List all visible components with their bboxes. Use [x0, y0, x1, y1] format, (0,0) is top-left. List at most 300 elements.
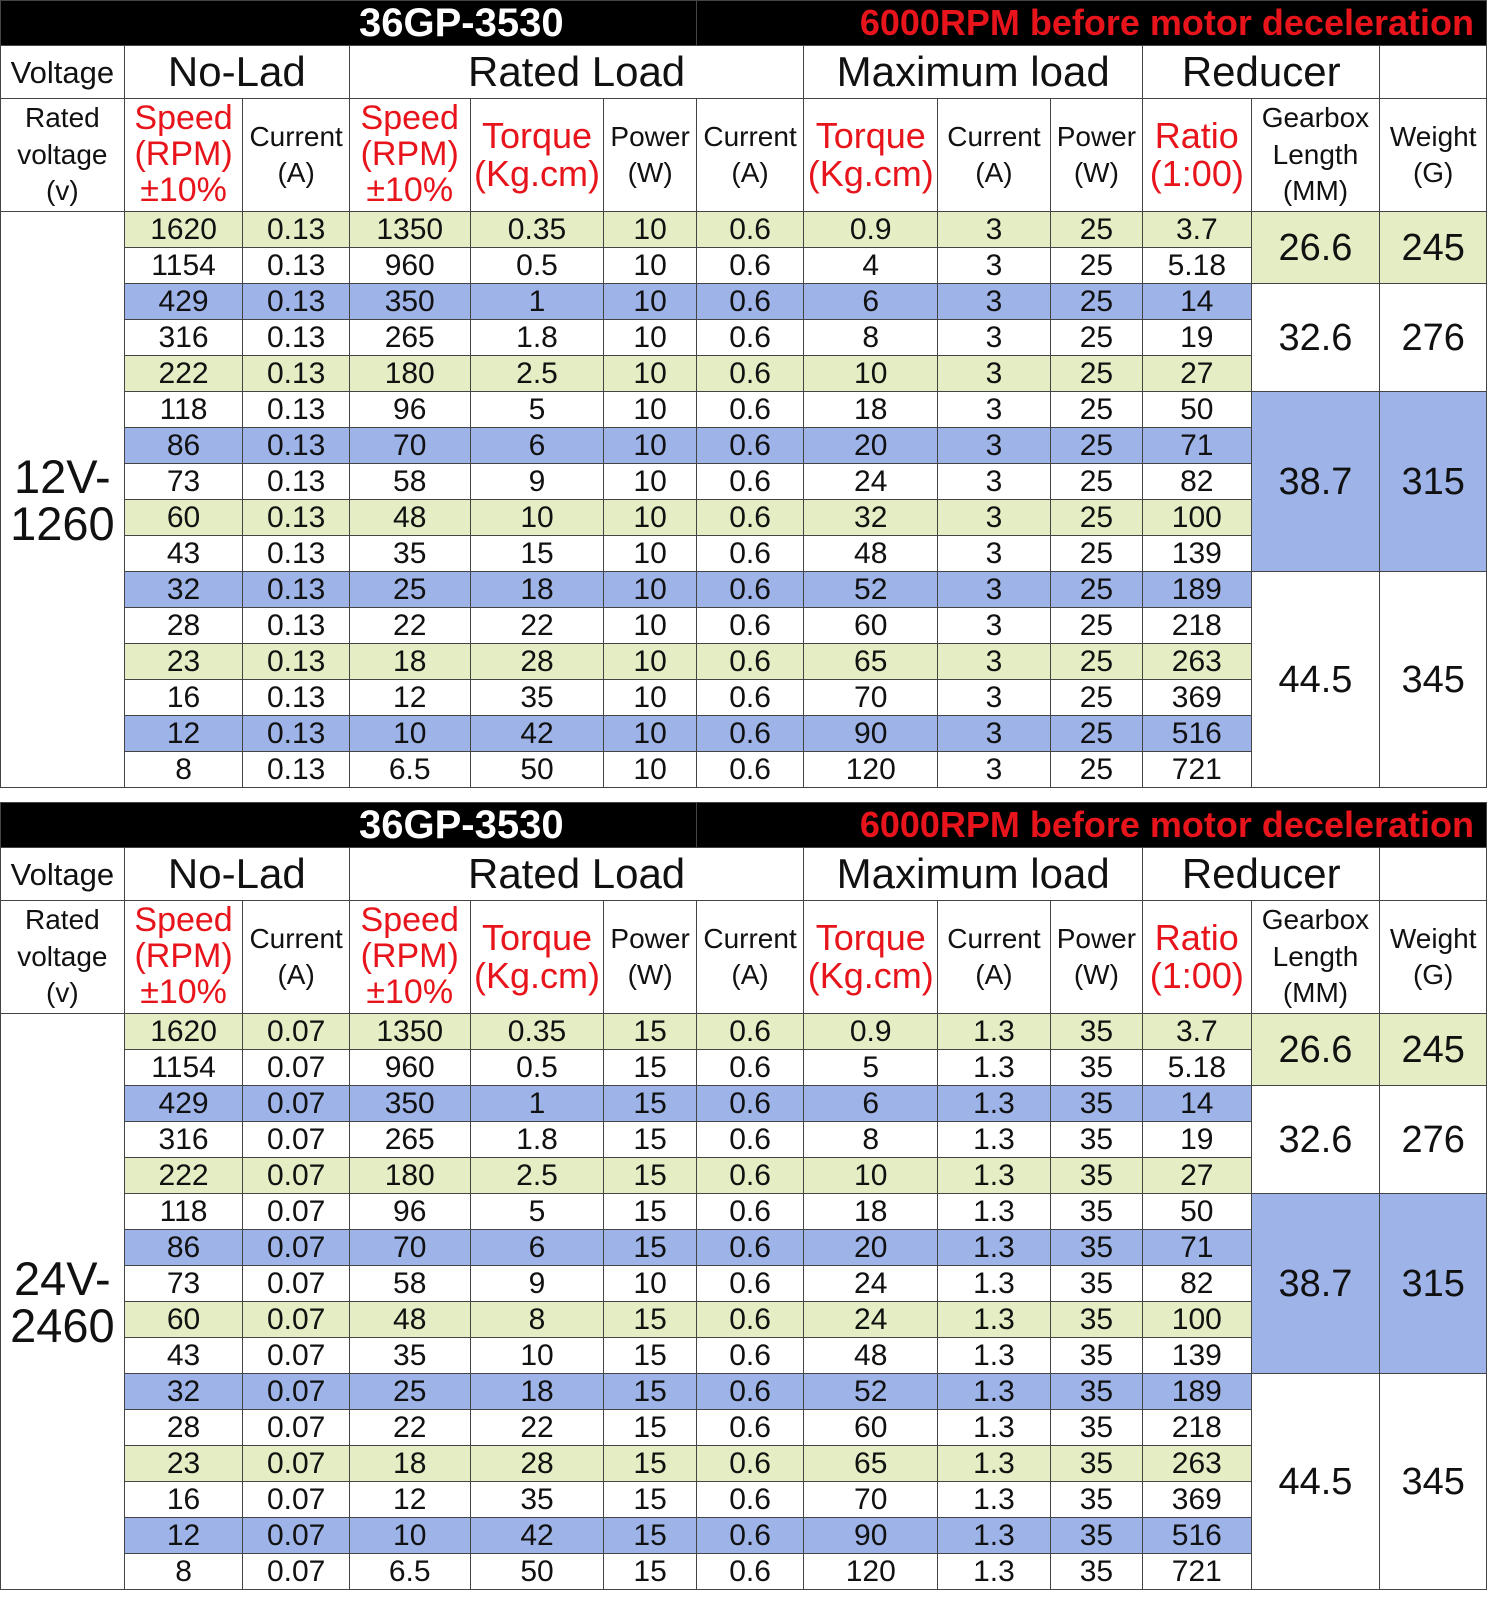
max-torque-cell: 120	[804, 1554, 938, 1590]
rated-power-cell: 10	[604, 212, 696, 248]
ratio-cell: 27	[1143, 1158, 1252, 1194]
max-power-cell: 25	[1050, 500, 1142, 536]
no-load-speed-cell: 429	[124, 284, 243, 320]
rated-power-header-text: Power (W)	[610, 120, 690, 188]
rated-current-cell: 0.6	[696, 1302, 804, 1338]
max-power-cell: 25	[1050, 392, 1142, 428]
rated-torque-cell: 1.8	[470, 1122, 604, 1158]
max-torque-header-text: Torque (Kg.cm)	[807, 917, 934, 996]
max-power-cell: 25	[1050, 572, 1142, 608]
no-load-current-cell: 0.13	[243, 572, 349, 608]
no-load-current-cell: 0.13	[243, 356, 349, 392]
no-load-speed-cell: 12	[124, 716, 243, 752]
ratio-cell: 721	[1143, 752, 1252, 788]
no-load-speed-cell: 32	[124, 572, 243, 608]
weight-cell: 245	[1380, 212, 1487, 284]
max-torque-cell: 20	[804, 1230, 938, 1266]
table-row	[1, 392, 1487, 428]
rated-speed-cell: 70	[349, 428, 470, 464]
weight-cell: 345	[1380, 1374, 1487, 1590]
max-torque-cell: 32	[804, 500, 938, 536]
voltage-label: 24V-2460	[1, 1014, 125, 1590]
gearbox-length-cell: 32.6	[1251, 1086, 1380, 1194]
no-load-current-cell: 0.07	[243, 1518, 349, 1554]
rated-torque-cell: 28	[470, 644, 604, 680]
max-current-cell: 3	[938, 572, 1051, 608]
column-header-row	[1, 901, 1487, 1014]
max-power-cell: 25	[1050, 356, 1142, 392]
rated-current-cell: 0.6	[696, 320, 804, 356]
rated-torque-cell: 5	[470, 1194, 604, 1230]
rated-current-cell: 0.6	[696, 1086, 804, 1122]
max-current-cell: 3	[938, 716, 1051, 752]
no-load-current-cell: 0.07	[243, 1014, 349, 1050]
max-power-cell: 25	[1050, 644, 1142, 680]
max-power-cell: 35	[1050, 1014, 1142, 1050]
max-torque-cell: 20	[804, 428, 938, 464]
rated-torque-cell: 1	[470, 1086, 604, 1122]
no-load-current-cell: 0.13	[243, 464, 349, 500]
max-power-cell: 25	[1050, 716, 1142, 752]
weight-cell: 276	[1380, 284, 1487, 392]
rated-power-cell: 10	[604, 644, 696, 680]
gearbox-length-cell: 26.6	[1251, 1014, 1380, 1086]
rated-current-cell: 0.6	[696, 1230, 804, 1266]
no-load-speed-cell: 12	[124, 1518, 243, 1554]
max-power-cell: 25	[1050, 284, 1142, 320]
rated-speed-cell: 96	[349, 392, 470, 428]
rated-speed-cell: 35	[349, 1338, 470, 1374]
rated-speed-cell: 180	[349, 356, 470, 392]
rated-torque-cell: 1	[470, 284, 604, 320]
max-current-header-text: Current (A)	[947, 120, 1041, 188]
max-current-cell: 1.3	[938, 1014, 1051, 1050]
rated-torque-cell: 42	[470, 716, 604, 752]
voltage-header: Voltage	[1, 848, 125, 901]
rated-torque-cell: 2.5	[470, 1158, 604, 1194]
rated-current-cell: 0.6	[696, 356, 804, 392]
no-load-speed-cell: 1154	[124, 1050, 243, 1086]
ratio-cell: 100	[1143, 1302, 1252, 1338]
max-torque-cell: 5	[804, 1050, 938, 1086]
rated-speed-cell: 48	[349, 1302, 470, 1338]
rated-torque-cell: 35	[470, 680, 604, 716]
rated-torque-cell: 15	[470, 536, 604, 572]
rated-speed-cell: 58	[349, 1266, 470, 1302]
ratio-cell: 14	[1143, 284, 1252, 320]
no-load-current-header-text: Current (A)	[249, 120, 343, 188]
no-load-speed-cell: 1620	[124, 212, 243, 248]
no-load-current-cell: 0.07	[243, 1086, 349, 1122]
max-current-cell: 1.3	[938, 1122, 1051, 1158]
rated-speed-cell: 70	[349, 1230, 470, 1266]
rated-torque-cell: 8	[470, 1302, 604, 1338]
gearbox-length-cell: 38.7	[1251, 392, 1380, 572]
no-load-current-cell: 0.13	[243, 212, 349, 248]
max-current-cell: 3	[938, 500, 1051, 536]
rated-torque-cell: 42	[470, 1518, 604, 1554]
max-power-cell: 25	[1050, 212, 1142, 248]
rated-current-cell: 0.6	[696, 1482, 804, 1518]
banner	[1, 803, 1487, 848]
model-title: 36GP-3530	[1, 803, 697, 848]
no-load-speed-cell: 86	[124, 428, 243, 464]
rated-current-cell: 0.6	[696, 248, 804, 284]
no-load-speed-cell: 222	[124, 1158, 243, 1194]
ratio-cell: 14	[1143, 1086, 1252, 1122]
max-current-cell: 3	[938, 356, 1051, 392]
max-power-cell: 35	[1050, 1554, 1142, 1590]
gearbox-length-cell: 26.6	[1251, 212, 1380, 284]
no-load-current-cell: 0.13	[243, 608, 349, 644]
weight-cell: 315	[1380, 392, 1487, 572]
table-row	[1, 1086, 1487, 1122]
max-power-cell: 35	[1050, 1410, 1142, 1446]
rated-current-cell: 0.6	[696, 1554, 804, 1590]
ratio-cell: 50	[1143, 1194, 1252, 1230]
ratio-cell: 369	[1143, 680, 1252, 716]
rated-speed-header-text: Speed (RPM) ±10%	[360, 99, 459, 209]
max-torque-cell: 90	[804, 1518, 938, 1554]
gearbox-length-header-text: Gearbox Length (MM)	[1261, 102, 1370, 207]
rated-voltage-header-text: Rated voltage (v)	[17, 904, 108, 1009]
rated-power-cell: 15	[604, 1302, 696, 1338]
max-torque-cell: 120	[804, 752, 938, 788]
max-power-header-text: Power (W)	[1056, 120, 1137, 188]
no-load-speed-header	[124, 901, 243, 1014]
max-torque-cell: 8	[804, 1122, 938, 1158]
rated-speed-cell: 1350	[349, 1014, 470, 1050]
spec-table	[0, 0, 1487, 788]
ratio-cell: 263	[1143, 644, 1252, 680]
no-load-speed-cell: 43	[124, 1338, 243, 1374]
rated-power-cell: 10	[604, 320, 696, 356]
max-power-cell: 25	[1050, 536, 1142, 572]
no-load-speed-cell: 8	[124, 752, 243, 788]
no-load-current-cell: 0.13	[243, 392, 349, 428]
rated-current-header-text: Current (A)	[703, 922, 797, 990]
rated-voltage-header	[1, 99, 125, 212]
rated-load-header: Rated Load	[349, 46, 803, 99]
ratio-cell: 27	[1143, 356, 1252, 392]
gearbox-length-header	[1251, 901, 1380, 1014]
spec-section-24v	[0, 802, 1487, 1590]
rated-power-cell: 10	[604, 680, 696, 716]
max-power-cell: 35	[1050, 1122, 1142, 1158]
rated-power-cell: 15	[604, 1518, 696, 1554]
rated-current-cell: 0.6	[696, 500, 804, 536]
deceleration-note: 6000RPM before motor deceleration	[696, 1, 1486, 46]
rated-current-cell: 0.6	[696, 392, 804, 428]
max-current-cell: 1.3	[938, 1410, 1051, 1446]
rated-speed-cell: 25	[349, 1374, 470, 1410]
max-torque-header	[804, 901, 938, 1014]
rated-torque-cell: 5	[470, 392, 604, 428]
max-current-cell: 3	[938, 536, 1051, 572]
no-load-speed-cell: 60	[124, 1302, 243, 1338]
max-torque-cell: 90	[804, 716, 938, 752]
rated-power-cell: 15	[604, 1230, 696, 1266]
no-load-current-cell: 0.07	[243, 1266, 349, 1302]
ratio-cell: 19	[1143, 320, 1252, 356]
max-torque-cell: 65	[804, 1446, 938, 1482]
rated-speed-cell: 350	[349, 284, 470, 320]
max-current-cell: 3	[938, 680, 1051, 716]
gearbox-length-cell: 44.5	[1251, 1374, 1380, 1590]
group-header-row	[1, 46, 1487, 99]
rated-power-cell: 15	[604, 1374, 696, 1410]
blank-header-cell	[1380, 848, 1487, 901]
no-load-speed-cell: 16	[124, 1482, 243, 1518]
weight-cell: 315	[1380, 1194, 1487, 1374]
weight-header-text: Weight (G)	[1389, 120, 1477, 188]
max-current-cell: 1.3	[938, 1446, 1051, 1482]
rated-torque-cell: 22	[470, 1410, 604, 1446]
max-torque-cell: 0.9	[804, 1014, 938, 1050]
rated-speed-cell: 10	[349, 1518, 470, 1554]
no-load-speed-cell: 1154	[124, 248, 243, 284]
max-current-cell: 3	[938, 212, 1051, 248]
voltage-header: Voltage	[1, 46, 125, 99]
max-power-cell: 35	[1050, 1158, 1142, 1194]
rated-current-cell: 0.6	[696, 464, 804, 500]
no-load-current-cell: 0.07	[243, 1410, 349, 1446]
ratio-cell: 139	[1143, 536, 1252, 572]
rated-power-cell: 10	[604, 752, 696, 788]
no-load-current-cell: 0.07	[243, 1158, 349, 1194]
ratio-cell: 218	[1143, 608, 1252, 644]
no-load-speed-header	[124, 99, 243, 212]
table-row	[1, 284, 1487, 320]
rated-speed-cell: 48	[349, 500, 470, 536]
gearbox-length-header-text: Gearbox Length (MM)	[1261, 904, 1370, 1009]
max-torque-cell: 10	[804, 1158, 938, 1194]
ratio-cell: 189	[1143, 572, 1252, 608]
rated-torque-cell: 28	[470, 1446, 604, 1482]
ratio-cell: 3.7	[1143, 212, 1252, 248]
rated-current-cell: 0.6	[696, 1122, 804, 1158]
max-power-cell: 25	[1050, 320, 1142, 356]
max-power-cell: 35	[1050, 1194, 1142, 1230]
max-power-cell: 35	[1050, 1302, 1142, 1338]
max-torque-cell: 0.9	[804, 212, 938, 248]
rated-torque-cell: 50	[470, 1554, 604, 1590]
max-power-cell: 25	[1050, 464, 1142, 500]
rated-torque-cell: 9	[470, 464, 604, 500]
deceleration-note: 6000RPM before motor deceleration	[696, 803, 1486, 848]
rated-voltage-header	[1, 901, 125, 1014]
max-torque-cell: 6	[804, 1086, 938, 1122]
rated-power-cell: 10	[604, 716, 696, 752]
max-power-cell: 35	[1050, 1338, 1142, 1374]
rated-torque-header-text: Torque (Kg.cm)	[474, 115, 600, 194]
rated-power-cell: 15	[604, 1410, 696, 1446]
gearbox-length-cell: 44.5	[1251, 572, 1380, 788]
rated-torque-header	[470, 99, 604, 212]
no-load-current-cell: 0.07	[243, 1050, 349, 1086]
gearbox-length-cell: 32.6	[1251, 284, 1380, 392]
max-current-cell: 3	[938, 608, 1051, 644]
rated-current-cell: 0.6	[696, 1446, 804, 1482]
rated-power-cell: 10	[604, 248, 696, 284]
weight-header	[1380, 901, 1487, 1014]
rated-speed-cell: 1350	[349, 212, 470, 248]
rated-current-cell: 0.6	[696, 1050, 804, 1086]
maximum-load-header: Maximum load	[804, 46, 1143, 99]
voltage-label: 12V-1260	[1, 212, 125, 788]
max-torque-cell: 60	[804, 1410, 938, 1446]
no-load-speed-cell: 16	[124, 680, 243, 716]
no-load-speed-cell: 32	[124, 1374, 243, 1410]
rated-power-cell: 15	[604, 1086, 696, 1122]
max-power-cell: 25	[1050, 608, 1142, 644]
rated-torque-cell: 10	[470, 500, 604, 536]
blank-header-cell	[1380, 46, 1487, 99]
max-torque-header	[804, 99, 938, 212]
max-torque-cell: 4	[804, 248, 938, 284]
no-load-speed-cell: 23	[124, 1446, 243, 1482]
rated-torque-cell: 18	[470, 1374, 604, 1410]
gearbox-length-header	[1251, 99, 1380, 212]
rated-current-cell: 0.6	[696, 680, 804, 716]
rated-power-cell: 10	[604, 608, 696, 644]
max-current-cell: 1.3	[938, 1302, 1051, 1338]
no-load-speed-cell: 86	[124, 1230, 243, 1266]
max-power-cell: 25	[1050, 248, 1142, 284]
no-load-current-cell: 0.07	[243, 1302, 349, 1338]
no-load-current-cell: 0.13	[243, 500, 349, 536]
no-load-current-cell: 0.13	[243, 284, 349, 320]
max-power-cell: 35	[1050, 1266, 1142, 1302]
rated-current-cell: 0.6	[696, 428, 804, 464]
max-power-cell: 35	[1050, 1230, 1142, 1266]
no-load-speed-cell: 28	[124, 608, 243, 644]
ratio-cell: 5.18	[1143, 1050, 1252, 1086]
max-power-header	[1050, 99, 1142, 212]
ratio-cell: 189	[1143, 1374, 1252, 1410]
spec-table	[0, 802, 1487, 1590]
rated-power-cell: 15	[604, 1482, 696, 1518]
table-row	[1, 1194, 1487, 1230]
model-title: 36GP-3530	[1, 1, 697, 46]
rated-torque-cell: 1.8	[470, 320, 604, 356]
rated-power-header	[604, 901, 696, 1014]
maximum-load-header: Maximum load	[804, 848, 1143, 901]
rated-torque-cell: 50	[470, 752, 604, 788]
rated-speed-cell: 58	[349, 464, 470, 500]
no-load-current-cell: 0.07	[243, 1230, 349, 1266]
max-current-cell: 1.3	[938, 1266, 1051, 1302]
rated-power-cell: 10	[604, 1266, 696, 1302]
rated-torque-header-text: Torque (Kg.cm)	[474, 917, 600, 996]
no-load-header: No-Lad	[124, 46, 349, 99]
rated-power-cell: 10	[604, 284, 696, 320]
max-current-header	[938, 99, 1051, 212]
table-row	[1, 572, 1487, 608]
rated-torque-cell: 0.5	[470, 248, 604, 284]
ratio-cell: 218	[1143, 1410, 1252, 1446]
rated-speed-cell: 35	[349, 536, 470, 572]
no-load-current-cell: 0.13	[243, 716, 349, 752]
rated-torque-cell: 9	[470, 1266, 604, 1302]
weight-cell: 245	[1380, 1014, 1487, 1086]
no-load-speed-cell: 222	[124, 356, 243, 392]
rated-current-cell: 0.6	[696, 1374, 804, 1410]
rated-power-header	[604, 99, 696, 212]
max-torque-cell: 24	[804, 1302, 938, 1338]
rated-current-cell: 0.6	[696, 1158, 804, 1194]
rated-speed-cell: 12	[349, 680, 470, 716]
max-current-cell: 3	[938, 752, 1051, 788]
table-row	[1, 212, 1487, 248]
max-power-header	[1050, 901, 1142, 1014]
max-current-header	[938, 901, 1051, 1014]
rated-speed-cell: 25	[349, 572, 470, 608]
no-load-current-cell: 0.13	[243, 752, 349, 788]
no-load-current-header-text: Current (A)	[249, 922, 343, 990]
rated-speed-cell: 96	[349, 1194, 470, 1230]
rated-torque-cell: 35	[470, 1482, 604, 1518]
max-torque-cell: 18	[804, 392, 938, 428]
rated-power-cell: 15	[604, 1122, 696, 1158]
max-torque-cell: 10	[804, 356, 938, 392]
table-row	[1, 1014, 1487, 1050]
no-load-current-cell: 0.07	[243, 1554, 349, 1590]
rated-power-cell: 15	[604, 1050, 696, 1086]
no-load-speed-cell: 118	[124, 1194, 243, 1230]
max-power-header-text: Power (W)	[1056, 922, 1137, 990]
ratio-cell: 516	[1143, 1518, 1252, 1554]
ratio-cell: 19	[1143, 1122, 1252, 1158]
rated-speed-cell: 265	[349, 1122, 470, 1158]
max-torque-cell: 8	[804, 320, 938, 356]
rated-load-header: Rated Load	[349, 848, 803, 901]
max-current-cell: 1.3	[938, 1482, 1051, 1518]
rated-speed-cell: 10	[349, 716, 470, 752]
max-torque-cell: 18	[804, 1194, 938, 1230]
max-current-cell: 3	[938, 644, 1051, 680]
ratio-cell: 516	[1143, 716, 1252, 752]
max-torque-cell: 52	[804, 1374, 938, 1410]
no-load-speed-cell: 60	[124, 500, 243, 536]
rated-speed-cell: 18	[349, 1446, 470, 1482]
no-load-current-cell: 0.07	[243, 1194, 349, 1230]
max-power-cell: 35	[1050, 1086, 1142, 1122]
rated-torque-cell: 6	[470, 1230, 604, 1266]
weight-header-text: Weight (G)	[1389, 922, 1477, 990]
no-load-speed-cell: 23	[124, 644, 243, 680]
max-torque-cell: 24	[804, 464, 938, 500]
ratio-header	[1143, 99, 1252, 212]
no-load-current-cell: 0.13	[243, 644, 349, 680]
rated-torque-cell: 0.35	[470, 1014, 604, 1050]
rated-power-cell: 10	[604, 536, 696, 572]
max-current-cell: 1.3	[938, 1050, 1051, 1086]
max-torque-cell: 65	[804, 644, 938, 680]
max-power-cell: 25	[1050, 680, 1142, 716]
ratio-cell: 721	[1143, 1554, 1252, 1590]
no-load-speed-header-text: Speed (RPM) ±10%	[134, 901, 233, 1011]
rated-speed-cell: 22	[349, 608, 470, 644]
max-torque-cell: 70	[804, 680, 938, 716]
max-current-cell: 3	[938, 464, 1051, 500]
rated-power-cell: 15	[604, 1158, 696, 1194]
no-load-current-header	[243, 901, 349, 1014]
column-header-row	[1, 99, 1487, 212]
no-load-current-header	[243, 99, 349, 212]
max-torque-cell: 6	[804, 284, 938, 320]
no-load-current-cell: 0.07	[243, 1122, 349, 1158]
